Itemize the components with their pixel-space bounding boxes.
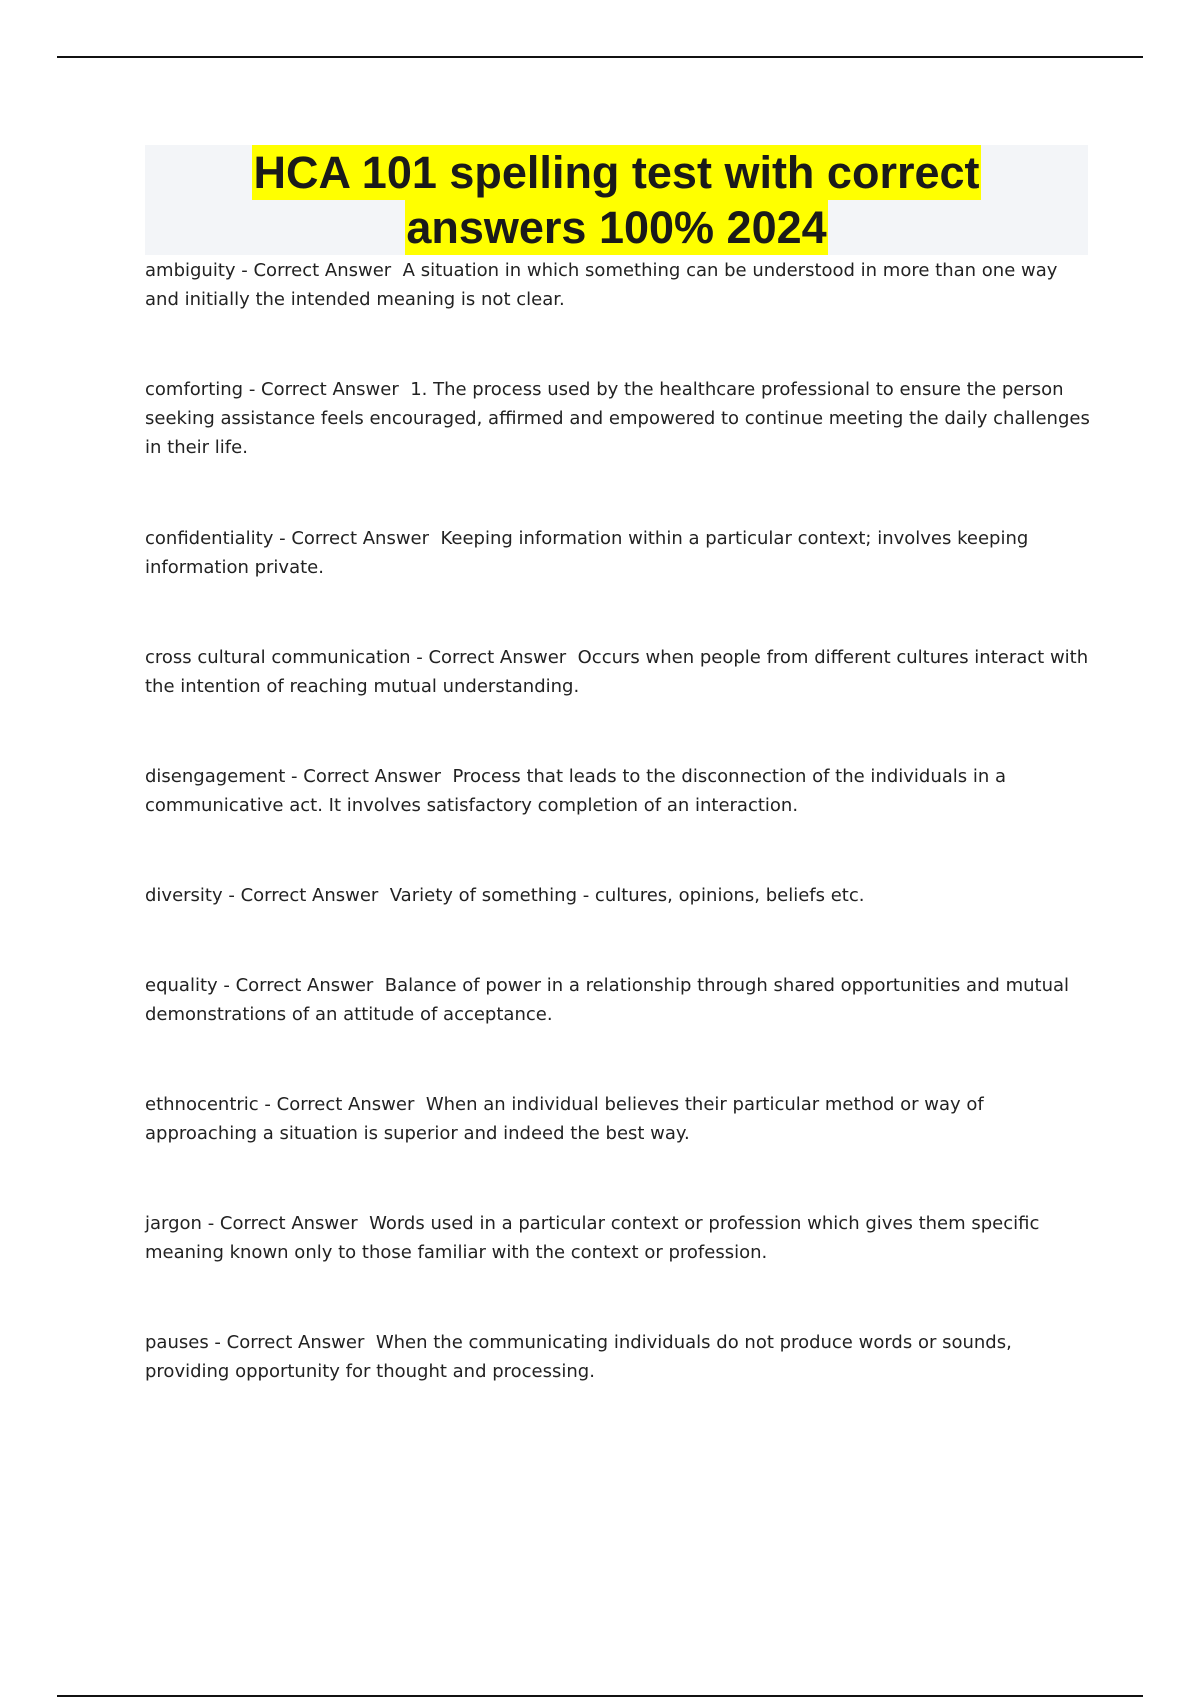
entry-definition: Variety of something - cultures, opinions, beliefs etc. xyxy=(389,885,865,906)
page-title-line-2: answers 100% 2024 xyxy=(406,202,827,253)
entry-definition: A situation in which something can be understood in more than one way and initially the intended meaning is not clear. xyxy=(145,260,1064,310)
entry-separator: - Correct Answer xyxy=(217,975,385,996)
entry-definition: 1. The process used by the healthcare professional to ensure the person seeking assistance feels encouraged, affirmed and empowered to continue meeting the daily challenges in their life. xyxy=(145,379,1096,458)
entry-separator: - Correct Answer xyxy=(208,1332,376,1353)
qa-entry xyxy=(145,1209,1095,1267)
entry-separator: - Correct Answer xyxy=(285,766,453,787)
entry-separator: - Correct Answer xyxy=(258,1094,426,1115)
entry-definition: Occurs when people from different cultures interact with the intention of reaching mutual understanding. xyxy=(145,647,1094,697)
entry-definition: Process that leads to the disconnection of the individuals in a communicative act. It involves satisfactory completion of an interaction. xyxy=(145,766,1012,816)
qa-entry xyxy=(145,375,1095,462)
entry-term: ethnocentric xyxy=(145,1094,259,1115)
entry-term: confidentiality xyxy=(145,528,274,549)
entry-separator: - Correct Answer xyxy=(273,528,441,549)
entry-term: diversity xyxy=(145,885,223,906)
entry-term: equality xyxy=(145,975,218,996)
qa-entry xyxy=(145,971,1095,1029)
entry-definition: Keeping information within a particular context; involves keeping information private. xyxy=(145,528,1035,578)
entry-separator: - Correct Answer xyxy=(410,647,578,668)
entry-definition: Words used in a particular context or profession which gives them specific meaning known only to those familiar with the context or profession. xyxy=(145,1213,1046,1263)
qa-entry xyxy=(145,256,1095,314)
entry-term: ambiguity xyxy=(145,260,236,281)
header-rule xyxy=(57,56,1143,58)
entry-definition: Balance of power in a relationship through shared opportunities and mutual demonstrations of an attitude of acceptance. xyxy=(145,975,1075,1025)
qa-entry xyxy=(145,1328,1095,1386)
qa-entry xyxy=(145,1090,1095,1148)
title-row-2 xyxy=(145,200,1088,255)
page-title-line-1: HCA 101 spelling test with correct xyxy=(253,147,980,198)
qa-entry xyxy=(145,762,1095,820)
entry-separator: - Correct Answer xyxy=(235,260,403,281)
entry-term: jargon xyxy=(145,1213,202,1234)
qa-entry xyxy=(145,524,1095,582)
entry-separator: - Correct Answer xyxy=(201,1213,370,1234)
entry-term: cross cultural communication xyxy=(145,647,411,668)
entry-term: pauses xyxy=(145,1332,209,1353)
entry-separator: - Correct Answer xyxy=(222,885,390,906)
entry-term: disengagement xyxy=(145,766,286,787)
entry-definition: When an individual believes their particular method or way of approaching a situation is superior and indeed the best way. xyxy=(145,1094,990,1144)
footer-rule xyxy=(57,1695,1143,1697)
title-block xyxy=(145,145,1088,255)
entry-separator: - Correct Answer xyxy=(243,379,411,400)
entry-term: comforting xyxy=(145,379,244,400)
title-row-1 xyxy=(145,145,1088,200)
entry-definition: When the communicating individuals do not produce words or sounds, providing opportunity for thought and processing. xyxy=(145,1332,1018,1382)
qa-entry xyxy=(145,881,1095,910)
qa-entry xyxy=(145,643,1095,701)
